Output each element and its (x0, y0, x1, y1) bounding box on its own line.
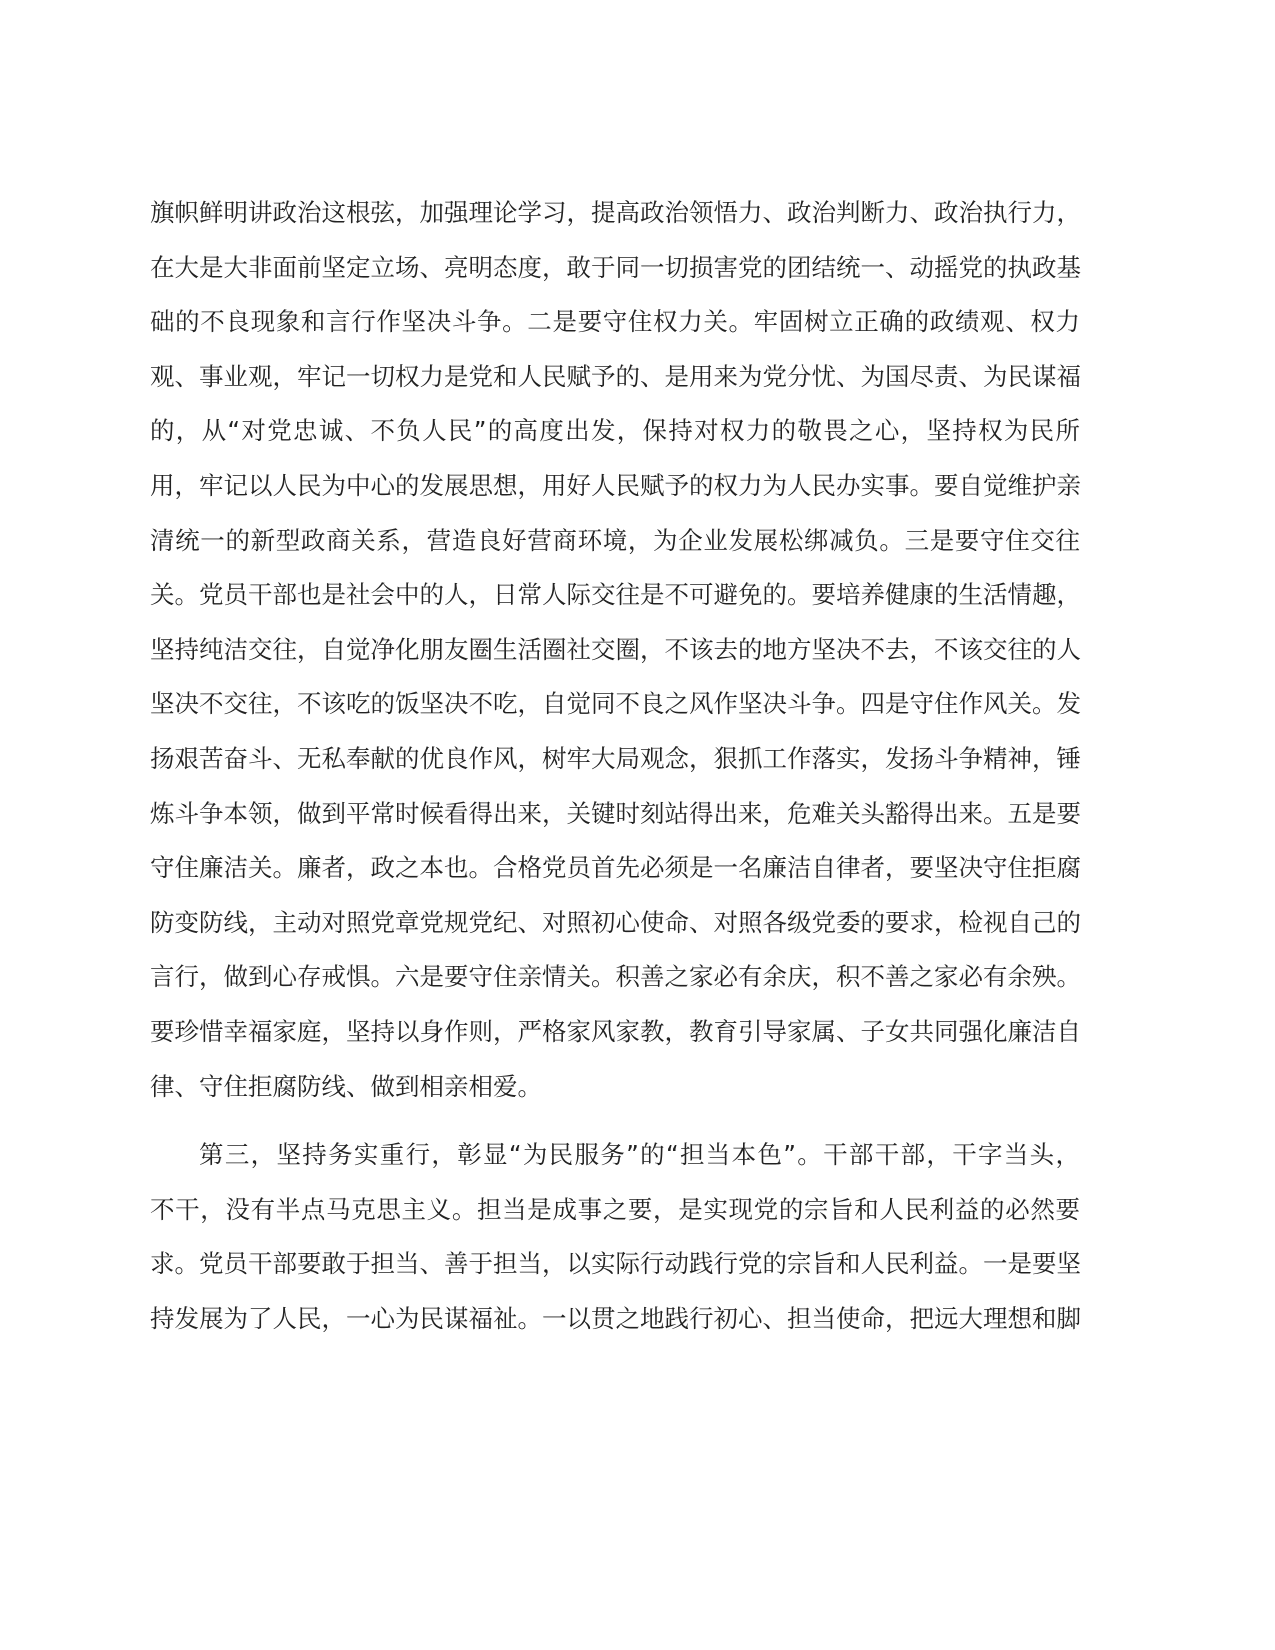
paragraph-line: 清统一的新型政商关系，营造良好营商环境，为企业发展松绑减负。三是要守住交往 (150, 525, 1080, 555)
paragraph-line: 要珍惜幸福家庭，坚持以身作则，严格家风家教，教育引导家属、子女共同强化廉洁自 (150, 1016, 1081, 1046)
paragraph-spacer (150, 1114, 1080, 1128)
paragraph-line: 防变防线，主动对照党章党规党纪、对照初心使命、对照各级党委的要求，检视自己的 (150, 907, 1081, 937)
paragraph-line: 持发展为了人民，一心为民谋福祉。一以贯之地践行初心、担当使命，把远大理想和脚 (150, 1303, 1081, 1333)
paragraph-line: 求。党员干部要敢于担当、善于担当，以实际行动践行党的宗旨和人民利益。一是要坚 (150, 1249, 1081, 1279)
paragraph-line: 础的不良现象和言行作坚决斗争。二是要守住权力关。牢固树立正确的政绩观、权力 (150, 307, 1080, 337)
paragraph-line: 用，牢记以人民为中心的发展思想，用好人民赋予的权力为人民办实事。要自觉维护亲 (150, 470, 1081, 500)
document-body (150, 186, 1080, 1346)
paragraph-line: 观、事业观，牢记一切权力是党和人民赋予的、是用来为党分忧、为国尽责、为民谋福 (150, 361, 1081, 391)
paragraph-line: 扬艰苦奋斗、无私奉献的优良作风，树牢大局观念，狠抓工作落实，发扬斗争精神，锤 (150, 743, 1081, 773)
paragraph-line: 旗帜鲜明讲政治这根弦，加强理论学习，提高政治领悟力、政治判断力、政治执行力， (150, 198, 1081, 227)
paragraph-line: 第三，坚持务实重行，彰显“为民服务”的“担当本色”。干部干部，干字当头， (199, 1140, 1080, 1170)
paragraph-line: 守住廉洁关。廉者，政之本也。合格党员首先必须是一名廉洁自律者，要坚决守住拒腐 (150, 853, 1081, 883)
paragraph-line: 律、守住拒腐防线、做到相亲相爱。 (150, 1071, 542, 1101)
paragraph-line: 坚持纯洁交往，自觉净化朋友圈生活圈社交圈，不该去的地方坚决不去，不该交往的人 (150, 634, 1081, 664)
paragraph-line: 的，从“对党忠诚、不负人民”的高度出发，保持对权力的敬畏之心，坚持权为民所 (150, 416, 1080, 446)
paragraph-line: 关。党员干部也是社会中的人，日常人际交往是不可避免的。要培养健康的生活情趣， (150, 580, 1081, 610)
paragraph-line: 坚决不交往，不该吃的饭坚决不吃，自觉同不良之风作坚决斗争。四是守住作风关。发 (150, 689, 1081, 719)
paragraph-line: 言行，做到心存戒惧。六是要守住亲情关。积善之家必有余庆，积不善之家必有余殃。 (150, 962, 1081, 992)
paragraph-line: 不干，没有半点马克思主义。担当是成事之要，是实现党的宗旨和人民利益的必然要 (150, 1194, 1080, 1224)
paragraph-line: 在大是大非面前坚定立场、亮明态度，敢于同一切损害党的团结统一、动摇党的执政基 (150, 252, 1081, 282)
paragraph-line: 炼斗争本领，做到平常时候看得出来，关键时刻站得出来，危难关头豁得出来。五是要 (150, 798, 1081, 828)
